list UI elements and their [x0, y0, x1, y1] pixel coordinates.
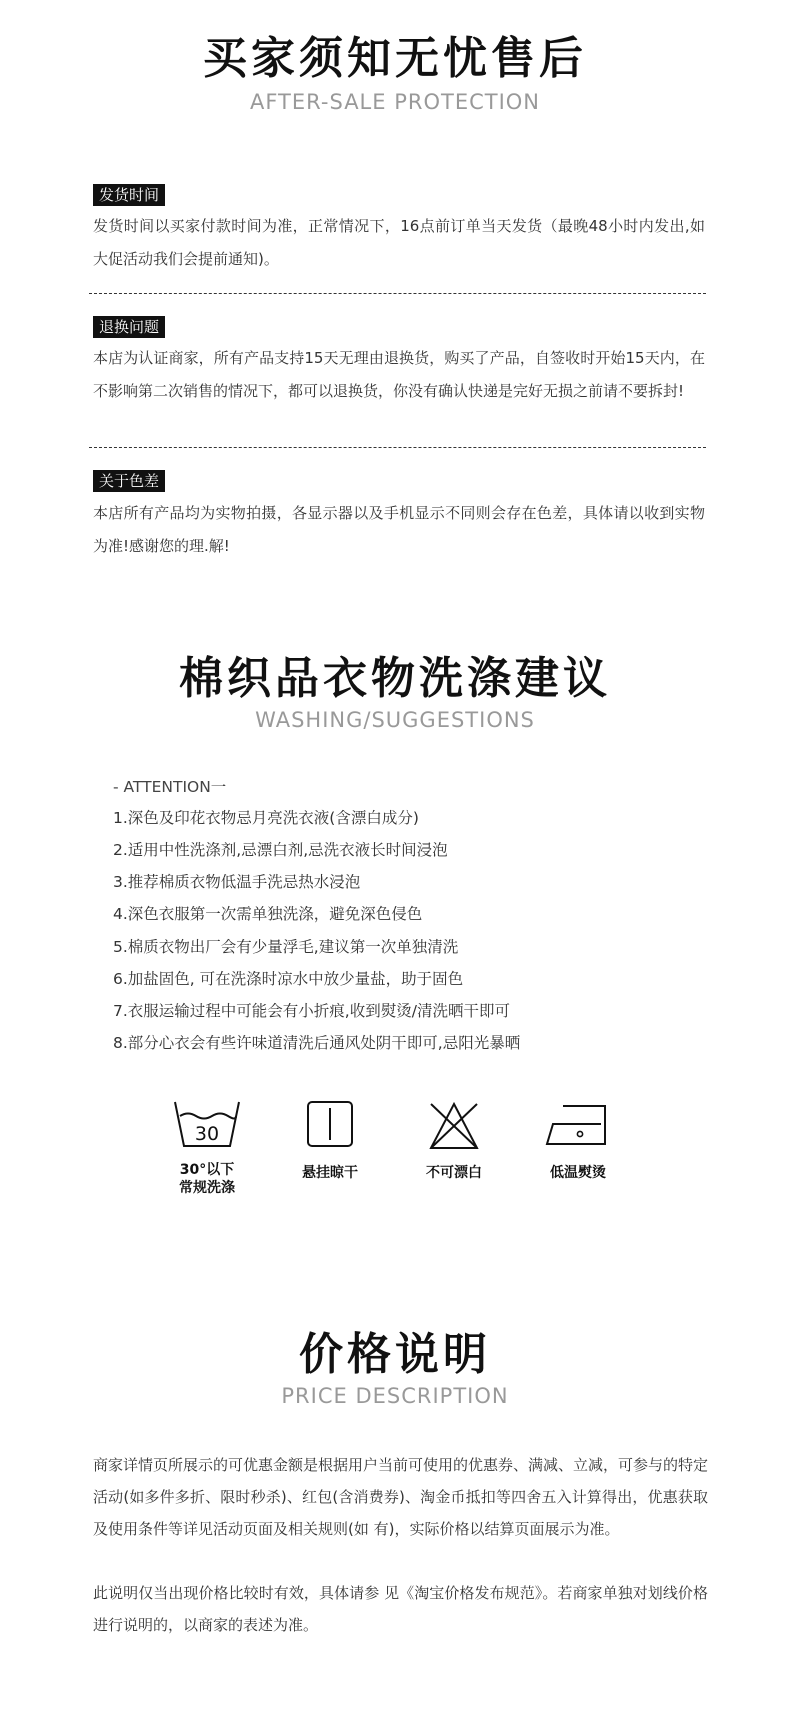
price-paragraph-2: 此说明仅当出现价格比较时有效，具体请参 见《淘宝价格发布规范》。若商家单独对划线价格进行说明的，以商家的表述为准。 — [93, 1584, 708, 1634]
return-exchange-tag: 退换问题 — [93, 316, 165, 338]
attention-heading: - ATTENTION一 — [113, 778, 227, 796]
wash-temperature-number: 30 — [194, 1123, 220, 1145]
no-bleach-label: 不可漂白 — [426, 1165, 482, 1181]
divider — [89, 293, 706, 294]
list-item: 3.推荐棉质衣物低温手洗忌热水浸泡 — [113, 873, 361, 891]
low-iron-icon — [543, 1098, 613, 1154]
shipping-time-tag: 发货时间 — [93, 184, 165, 206]
after-sale-title: 买家须知无忧售后 — [203, 33, 587, 84]
low-iron-label: 低温熨烫 — [550, 1165, 606, 1181]
return-exchange-text: 本店为认证商家，所有产品支持15天无理由退换货，购买了产品，自签收时开始15天内，在不影响第二次销售的情况下，都可以退换货，你没有确认快递是完好无损之前请不要拆封! — [93, 349, 705, 400]
list-item: 6.加盐固色, 可在洗涤时凉水中放少量盐，助于固色 — [113, 970, 464, 988]
color-difference-text: 本店所有产品均为实物拍摄，各显示器以及手机显示不同则会存在色差，具体请以收到实物为准!感谢您的理.解! — [93, 504, 705, 555]
wash-30-label: 30°以下 常规洗涤 — [179, 1162, 235, 1196]
price-paragraph-1: 商家详情页所展示的可优惠金额是根据用户当前可使用的优惠券、满减、立减，可参与的特定活动(如多件多折、限时秒杀)、红包(含消费券)、淘金币抵扣等四舍五入计算得出，优惠获取及使用条件等详见活动页面及相关规则(如 有)，实际价格以结算页面展示为准。 — [93, 1456, 709, 1538]
hang-dry-label: 悬挂晾干 — [302, 1165, 358, 1181]
price-subtitle: PRICE DESCRIPTION — [281, 1384, 509, 1408]
list-item: 1.深色及印花衣物忌月亮洗衣液(含漂白成分) — [113, 809, 419, 827]
color-difference-tag: 关于色差 — [93, 470, 165, 492]
wash-30-icon — [172, 1098, 242, 1154]
list-item: 2.适用中性洗涤剂,忌漂白剂,忌洗衣液长时间浸泡 — [113, 841, 448, 859]
after-sale-subtitle: AFTER-SALE PROTECTION — [249, 90, 541, 114]
price-title: 价格说明 — [299, 1329, 491, 1380]
hang-dry-icon — [295, 1098, 365, 1154]
list-item: 4.深色衣服第一次需单独洗涤，避免深色侵色 — [113, 905, 423, 923]
list-item: 8.部分心衣会有些许味道清洗后通风处阴干即可,忌阳光暴晒 — [113, 1034, 521, 1052]
washing-subtitle: WASHING/SUGGESTIONS — [255, 708, 535, 732]
divider — [89, 447, 706, 448]
shipping-time-text: 发货时间以买家付款时间为准，正常情况下，16点前订单当天发货（最晚48小时内发出,如大促活动我们会提前通知)。 — [93, 217, 705, 268]
list-item: 5.棉质衣物出厂会有少量浮毛,建议第一次单独清洗 — [113, 938, 459, 956]
washing-title: 棉织品衣物洗涤建议 — [179, 653, 611, 704]
no-bleach-icon — [419, 1098, 489, 1154]
list-item: 7.衣服运输过程中可能会有小折痕,收到熨烫/清洗晒干即可 — [113, 1002, 510, 1020]
